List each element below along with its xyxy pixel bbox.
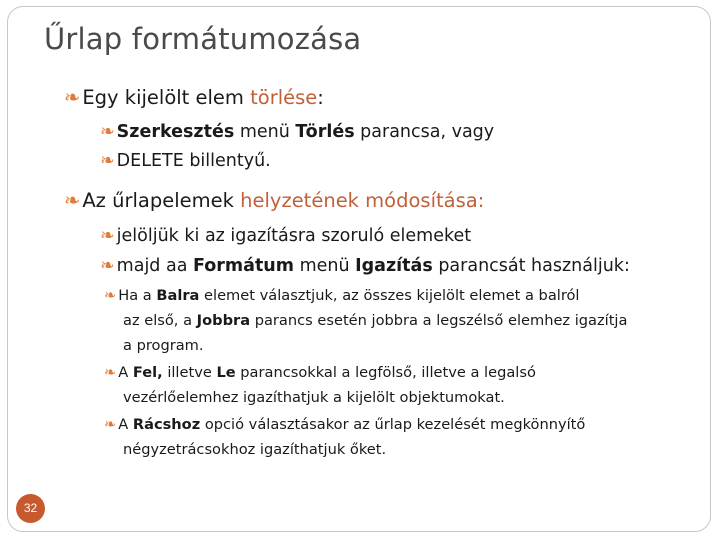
subitem-racs: ❧ A Rácshoz opció választásakor az űrlap kezelését megkönnyítő: [104, 416, 586, 433]
section-heading-delete: ❧ Egy kijelölt elem törlése:: [64, 86, 324, 109]
list-item: ❧ majd aa Formátum menü Igazítás parancsát használjuk:: [100, 256, 630, 276]
subitem-balra-line2: az első, a Jobbra parancs esetén jobbra a legszélső elemhez igazítja: [123, 312, 628, 329]
list-item: ❧ DELETE billentyű.: [100, 151, 271, 171]
subitem-fel-line2: vezérlőelemhez igazíthatjuk a kijelölt objektumokat.: [123, 389, 505, 406]
page-number-badge: 32: [16, 494, 45, 523]
feather-bullet-icon: ❧: [104, 416, 117, 433]
feather-bullet-icon: ❧: [64, 86, 81, 109]
list-item: ❧ Szerkesztés menü Törlés parancsa, vagy: [100, 122, 495, 142]
feather-bullet-icon: ❧: [104, 364, 117, 381]
subitem-balra-line3: a program.: [123, 337, 204, 354]
feather-bullet-icon: ❧: [100, 151, 115, 171]
feather-bullet-icon: ❧: [64, 189, 81, 212]
list-item: ❧ jelöljük ki az igazításra szoruló elemeket: [100, 226, 472, 246]
subitem-racs-line2: négyzetrácsokhoz igazíthatjuk őket.: [123, 441, 387, 458]
section-heading-position: ❧ Az űrlapelemek helyzetének módosítása:: [64, 189, 485, 212]
feather-bullet-icon: ❧: [100, 256, 115, 276]
subitem-balra: ❧ Ha a Balra elemet választjuk, az összes kijelölt elemet a balról: [104, 287, 580, 304]
slide-title: Űrlap formátumozása: [44, 22, 362, 56]
feather-bullet-icon: ❧: [100, 122, 115, 142]
feather-bullet-icon: ❧: [100, 226, 115, 246]
subitem-fel: ❧ A Fel, illetve Le parancsokkal a legfölső, illetve a legalsó: [104, 364, 536, 381]
feather-bullet-icon: ❧: [104, 287, 117, 304]
